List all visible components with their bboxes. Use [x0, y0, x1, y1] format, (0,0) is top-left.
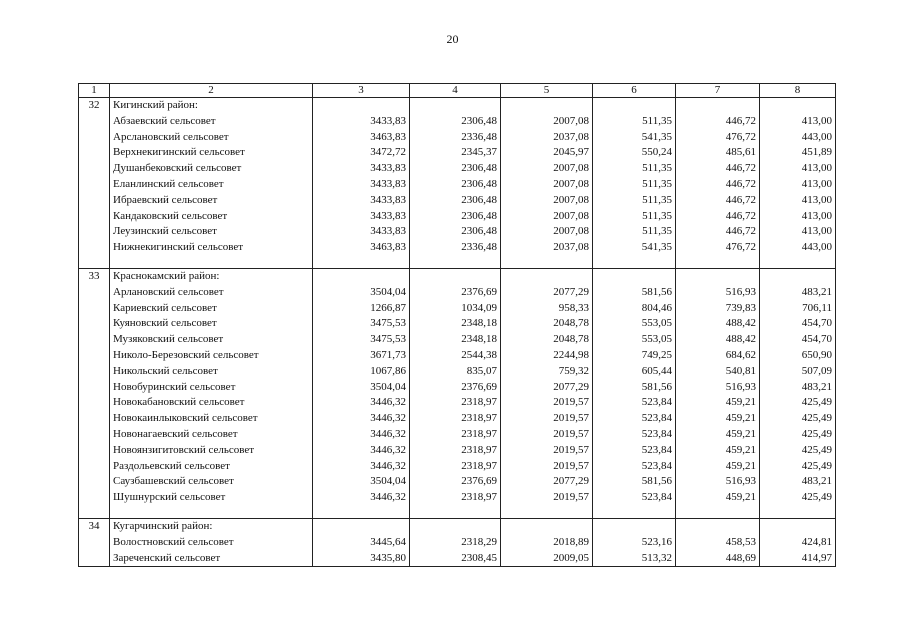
- value-cell: 443,00: [760, 240, 836, 256]
- empty-cell: [501, 98, 593, 114]
- value-cell: 523,84: [593, 411, 676, 427]
- settlement-name: Кандаковский сельсовет: [110, 209, 313, 225]
- value-cell: 483,21: [760, 380, 836, 396]
- table-row: [79, 551, 836, 567]
- value-cell: 2318,97: [410, 395, 501, 411]
- value-cell: 3671,73: [313, 348, 410, 364]
- empty-cell: [79, 114, 110, 130]
- table-row: [79, 490, 836, 506]
- settlement-name: Волостновский сельсовет: [110, 535, 313, 551]
- value-cell: 3446,32: [313, 443, 410, 459]
- value-cell: 459,21: [676, 459, 760, 475]
- value-cell: 1034,09: [410, 301, 501, 317]
- value-cell: 581,56: [593, 285, 676, 301]
- value-cell: 446,72: [676, 114, 760, 130]
- value-cell: 958,33: [501, 301, 593, 317]
- empty-cell: [79, 411, 110, 427]
- value-cell: 446,72: [676, 177, 760, 193]
- empty-cell: [410, 98, 501, 114]
- settlement-name: Музяковский сельсовет: [110, 332, 313, 348]
- region-number: 34: [79, 518, 110, 534]
- value-cell: 581,56: [593, 474, 676, 490]
- value-cell: 2306,48: [410, 114, 501, 130]
- value-cell: 2345,37: [410, 145, 501, 161]
- table-row: [79, 301, 836, 317]
- value-cell: 511,35: [593, 193, 676, 209]
- value-cell: 424,81: [760, 535, 836, 551]
- page-number: 20: [446, 32, 459, 46]
- value-cell: 3504,04: [313, 285, 410, 301]
- value-cell: 446,72: [676, 224, 760, 240]
- settlement-name: Новоянзигитовский сельсовет: [110, 443, 313, 459]
- empty-cell: [79, 395, 110, 411]
- value-cell: 550,24: [593, 145, 676, 161]
- value-cell: 3446,32: [313, 411, 410, 427]
- value-cell: 706,11: [760, 301, 836, 317]
- empty-cell: [313, 98, 410, 114]
- empty-cell: [760, 98, 836, 114]
- column-header: 5: [501, 84, 593, 98]
- value-cell: 581,56: [593, 380, 676, 396]
- empty-cell: [501, 268, 593, 284]
- value-cell: 451,89: [760, 145, 836, 161]
- value-cell: 2306,48: [410, 209, 501, 225]
- value-cell: 650,90: [760, 348, 836, 364]
- value-cell: 2376,69: [410, 285, 501, 301]
- value-cell: 425,49: [760, 443, 836, 459]
- table-row: [79, 161, 836, 177]
- value-cell: 2019,57: [501, 427, 593, 443]
- value-cell: 2077,29: [501, 380, 593, 396]
- value-cell: 3475,53: [313, 316, 410, 332]
- value-cell: 2306,48: [410, 177, 501, 193]
- table-row: [79, 395, 836, 411]
- value-cell: 2045,97: [501, 145, 593, 161]
- empty-cell: [79, 348, 110, 364]
- value-cell: 425,49: [760, 427, 836, 443]
- value-cell: 739,83: [676, 301, 760, 317]
- empty-cell: [410, 268, 501, 284]
- settlement-name: Абзаевский сельсовет: [110, 114, 313, 130]
- value-cell: 513,32: [593, 551, 676, 567]
- value-cell: 2306,48: [410, 193, 501, 209]
- value-cell: 2376,69: [410, 474, 501, 490]
- empty-cell: [313, 506, 410, 519]
- value-cell: 2318,97: [410, 443, 501, 459]
- table-row: [79, 364, 836, 380]
- value-cell: 2007,08: [501, 114, 593, 130]
- value-cell: 2048,78: [501, 332, 593, 348]
- value-cell: 3433,83: [313, 193, 410, 209]
- empty-cell: [79, 193, 110, 209]
- table-row: [79, 285, 836, 301]
- table-body: [79, 84, 836, 567]
- empty-cell: [410, 256, 501, 269]
- value-cell: 459,21: [676, 427, 760, 443]
- value-cell: 3504,04: [313, 380, 410, 396]
- value-cell: 2019,57: [501, 490, 593, 506]
- value-cell: 2318,97: [410, 459, 501, 475]
- value-cell: 459,21: [676, 490, 760, 506]
- value-cell: 684,62: [676, 348, 760, 364]
- empty-cell: [79, 380, 110, 396]
- region-number: 32: [79, 98, 110, 114]
- value-cell: 448,69: [676, 551, 760, 567]
- settlement-name: Новокаинлыковский сельсовет: [110, 411, 313, 427]
- empty-cell: [313, 518, 410, 534]
- value-cell: 476,72: [676, 240, 760, 256]
- spacer-row: [79, 506, 836, 519]
- value-cell: 454,70: [760, 332, 836, 348]
- empty-cell: [760, 506, 836, 519]
- value-cell: 2318,29: [410, 535, 501, 551]
- column-header: 1: [79, 84, 110, 98]
- settlement-name: Нижнекигинский сельсовет: [110, 240, 313, 256]
- value-cell: 1266,87: [313, 301, 410, 317]
- settlement-name: Верхнекигинский сельсовет: [110, 145, 313, 161]
- table-row: [79, 224, 836, 240]
- settlement-name: Новокабановский сельсовет: [110, 395, 313, 411]
- value-cell: 516,93: [676, 380, 760, 396]
- value-cell: 425,49: [760, 490, 836, 506]
- value-cell: 1067,86: [313, 364, 410, 380]
- value-cell: 2306,48: [410, 224, 501, 240]
- value-cell: 541,35: [593, 130, 676, 146]
- value-cell: 3445,64: [313, 535, 410, 551]
- settlement-name: Никольский сельсовет: [110, 364, 313, 380]
- value-cell: 425,49: [760, 459, 836, 475]
- value-cell: 2007,08: [501, 209, 593, 225]
- table-row: [79, 535, 836, 551]
- empty-cell: [79, 316, 110, 332]
- value-cell: 413,00: [760, 177, 836, 193]
- settlement-name: Душанбековский сельсовет: [110, 161, 313, 177]
- column-header: 6: [593, 84, 676, 98]
- settlement-name: Раздольевский сельсовет: [110, 459, 313, 475]
- value-cell: 413,00: [760, 224, 836, 240]
- value-cell: 516,93: [676, 285, 760, 301]
- value-cell: 3463,83: [313, 240, 410, 256]
- settlement-name: Шушнурский сельсовет: [110, 490, 313, 506]
- value-cell: 3433,83: [313, 177, 410, 193]
- value-cell: 2306,48: [410, 161, 501, 177]
- value-cell: 523,84: [593, 395, 676, 411]
- value-cell: 2318,97: [410, 411, 501, 427]
- table-row: [79, 177, 836, 193]
- empty-cell: [79, 209, 110, 225]
- value-cell: 804,46: [593, 301, 676, 317]
- value-cell: 2018,89: [501, 535, 593, 551]
- value-cell: 3446,32: [313, 427, 410, 443]
- value-cell: 2037,08: [501, 240, 593, 256]
- value-cell: 2007,08: [501, 161, 593, 177]
- value-cell: 413,00: [760, 193, 836, 209]
- value-cell: 2348,18: [410, 316, 501, 332]
- value-cell: 2318,97: [410, 427, 501, 443]
- value-cell: 459,21: [676, 443, 760, 459]
- empty-cell: [79, 224, 110, 240]
- value-cell: 3475,53: [313, 332, 410, 348]
- table-row: [79, 316, 836, 332]
- value-cell: 488,42: [676, 316, 760, 332]
- value-cell: 523,84: [593, 427, 676, 443]
- value-cell: 553,05: [593, 316, 676, 332]
- empty-cell: [410, 518, 501, 534]
- table-row: [79, 459, 836, 475]
- value-cell: 458,53: [676, 535, 760, 551]
- value-cell: 2037,08: [501, 130, 593, 146]
- table-row: [79, 209, 836, 225]
- region-header-row: [79, 98, 836, 114]
- table-row: [79, 114, 836, 130]
- value-cell: 413,00: [760, 161, 836, 177]
- value-cell: 523,84: [593, 443, 676, 459]
- value-cell: 523,84: [593, 490, 676, 506]
- value-cell: 2019,57: [501, 443, 593, 459]
- table-row: [79, 193, 836, 209]
- value-cell: 3433,83: [313, 224, 410, 240]
- value-cell: 3446,32: [313, 395, 410, 411]
- empty-cell: [79, 474, 110, 490]
- settlement-name: Николо-Березовский сельсовет: [110, 348, 313, 364]
- table-row: [79, 380, 836, 396]
- empty-cell: [110, 256, 313, 269]
- empty-cell: [501, 518, 593, 534]
- value-cell: 414,97: [760, 551, 836, 567]
- empty-cell: [79, 364, 110, 380]
- value-cell: 2336,48: [410, 240, 501, 256]
- settlement-name: Новобуринский сельсовет: [110, 380, 313, 396]
- settlement-name: Еланлинский сельсовет: [110, 177, 313, 193]
- empty-cell: [79, 443, 110, 459]
- value-cell: 3433,83: [313, 209, 410, 225]
- empty-cell: [79, 506, 110, 519]
- value-cell: 446,72: [676, 193, 760, 209]
- column-header: 2: [110, 84, 313, 98]
- empty-cell: [79, 161, 110, 177]
- value-cell: 511,35: [593, 209, 676, 225]
- value-cell: 425,49: [760, 411, 836, 427]
- value-cell: 446,72: [676, 161, 760, 177]
- empty-cell: [760, 256, 836, 269]
- settlement-name: Новонагаевский сельсовет: [110, 427, 313, 443]
- region-name: Краснокамский район:: [110, 268, 313, 284]
- value-cell: 2007,08: [501, 177, 593, 193]
- empty-cell: [79, 535, 110, 551]
- value-cell: 3463,83: [313, 130, 410, 146]
- empty-cell: [79, 256, 110, 269]
- value-cell: 483,21: [760, 285, 836, 301]
- value-cell: 413,00: [760, 209, 836, 225]
- empty-cell: [79, 130, 110, 146]
- value-cell: 553,05: [593, 332, 676, 348]
- region-name: Кугарчинский район:: [110, 518, 313, 534]
- settlement-name: Леузинский сельсовет: [110, 224, 313, 240]
- value-cell: 2009,05: [501, 551, 593, 567]
- empty-cell: [410, 506, 501, 519]
- empty-cell: [676, 98, 760, 114]
- value-cell: 749,25: [593, 348, 676, 364]
- value-cell: 511,35: [593, 161, 676, 177]
- empty-cell: [79, 551, 110, 567]
- value-cell: 511,35: [593, 114, 676, 130]
- value-cell: 2318,97: [410, 490, 501, 506]
- table-row: [79, 474, 836, 490]
- empty-cell: [79, 301, 110, 317]
- table-row: [79, 332, 836, 348]
- table-row: [79, 130, 836, 146]
- empty-cell: [760, 268, 836, 284]
- value-cell: 476,72: [676, 130, 760, 146]
- value-cell: 483,21: [760, 474, 836, 490]
- value-cell: 523,16: [593, 535, 676, 551]
- settlement-name: Куяновский сельсовет: [110, 316, 313, 332]
- value-cell: 459,21: [676, 411, 760, 427]
- value-cell: 2048,78: [501, 316, 593, 332]
- table-row: [79, 348, 836, 364]
- empty-cell: [593, 518, 676, 534]
- value-cell: 2007,08: [501, 224, 593, 240]
- settlement-name: Саузбашевский сельсовет: [110, 474, 313, 490]
- value-cell: 488,42: [676, 332, 760, 348]
- value-cell: 443,00: [760, 130, 836, 146]
- empty-cell: [79, 240, 110, 256]
- value-cell: 2019,57: [501, 411, 593, 427]
- value-cell: 2348,18: [410, 332, 501, 348]
- value-cell: 485,61: [676, 145, 760, 161]
- value-cell: 2336,48: [410, 130, 501, 146]
- settlement-name: Кариевский сельсовет: [110, 301, 313, 317]
- settlement-name: Зареченский сельсовет: [110, 551, 313, 567]
- empty-cell: [501, 256, 593, 269]
- empty-cell: [676, 506, 760, 519]
- region-header-row: [79, 518, 836, 534]
- region-number: 33: [79, 268, 110, 284]
- value-cell: 2376,69: [410, 380, 501, 396]
- empty-cell: [79, 427, 110, 443]
- column-header: 3: [313, 84, 410, 98]
- value-cell: 2077,29: [501, 285, 593, 301]
- empty-cell: [79, 145, 110, 161]
- empty-cell: [501, 506, 593, 519]
- value-cell: 459,21: [676, 395, 760, 411]
- value-cell: 511,35: [593, 177, 676, 193]
- tariff-table: [78, 83, 836, 567]
- table-row: [79, 240, 836, 256]
- table-row: [79, 145, 836, 161]
- empty-cell: [676, 518, 760, 534]
- header-row: [79, 84, 836, 98]
- table-row: [79, 411, 836, 427]
- empty-cell: [79, 332, 110, 348]
- settlement-name: Ибраевский сельсовет: [110, 193, 313, 209]
- table-row: [79, 443, 836, 459]
- value-cell: 516,93: [676, 474, 760, 490]
- value-cell: 2019,57: [501, 459, 593, 475]
- value-cell: 2544,38: [410, 348, 501, 364]
- empty-cell: [760, 518, 836, 534]
- value-cell: 413,00: [760, 114, 836, 130]
- empty-cell: [593, 256, 676, 269]
- empty-cell: [110, 506, 313, 519]
- value-cell: 3446,32: [313, 459, 410, 475]
- value-cell: 540,81: [676, 364, 760, 380]
- value-cell: 507,09: [760, 364, 836, 380]
- value-cell: 2308,45: [410, 551, 501, 567]
- empty-cell: [676, 256, 760, 269]
- value-cell: 3446,32: [313, 490, 410, 506]
- empty-cell: [79, 177, 110, 193]
- settlement-name: Арслановский сельсовет: [110, 130, 313, 146]
- value-cell: 2007,08: [501, 193, 593, 209]
- empty-cell: [593, 268, 676, 284]
- value-cell: 523,84: [593, 459, 676, 475]
- empty-cell: [593, 506, 676, 519]
- empty-cell: [313, 256, 410, 269]
- empty-cell: [79, 285, 110, 301]
- value-cell: 2077,29: [501, 474, 593, 490]
- empty-cell: [79, 459, 110, 475]
- column-header: 8: [760, 84, 836, 98]
- value-cell: 446,72: [676, 209, 760, 225]
- value-cell: 2019,57: [501, 395, 593, 411]
- value-cell: 454,70: [760, 316, 836, 332]
- value-cell: 605,44: [593, 364, 676, 380]
- value-cell: 541,35: [593, 240, 676, 256]
- value-cell: 2244,98: [501, 348, 593, 364]
- empty-cell: [676, 268, 760, 284]
- spacer-row: [79, 256, 836, 269]
- region-header-row: [79, 268, 836, 284]
- table-row: [79, 427, 836, 443]
- empty-cell: [79, 490, 110, 506]
- empty-cell: [593, 98, 676, 114]
- value-cell: 3472,72: [313, 145, 410, 161]
- column-header: 7: [676, 84, 760, 98]
- region-name: Кигинский район:: [110, 98, 313, 114]
- value-cell: 3433,83: [313, 161, 410, 177]
- value-cell: 425,49: [760, 395, 836, 411]
- value-cell: 835,07: [410, 364, 501, 380]
- empty-cell: [313, 268, 410, 284]
- value-cell: 511,35: [593, 224, 676, 240]
- settlement-name: Арлановский сельсовет: [110, 285, 313, 301]
- value-cell: 3435,80: [313, 551, 410, 567]
- value-cell: 3504,04: [313, 474, 410, 490]
- column-header: 4: [410, 84, 501, 98]
- value-cell: 3433,83: [313, 114, 410, 130]
- value-cell: 759,32: [501, 364, 593, 380]
